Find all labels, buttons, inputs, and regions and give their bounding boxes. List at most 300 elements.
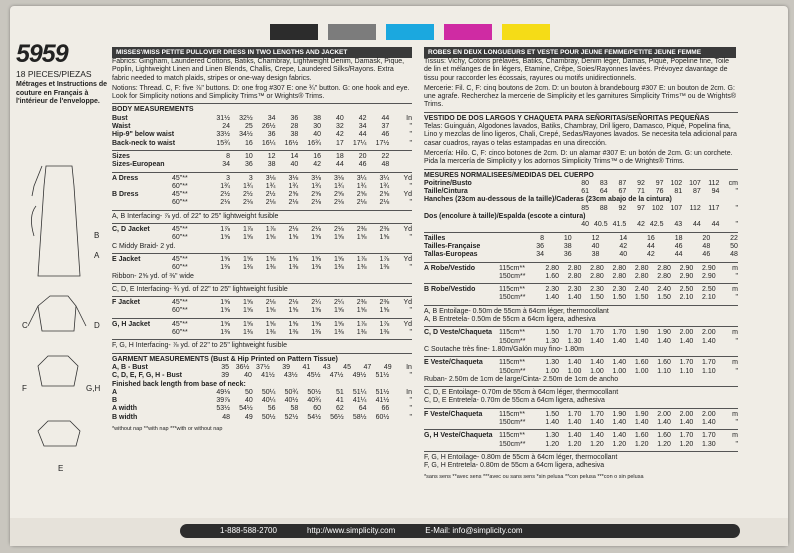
cell-value: ": [735, 440, 738, 448]
mesures-table: [424, 180, 738, 230]
table-row: [424, 419, 738, 427]
table-row: [112, 123, 412, 131]
table-row: [112, 115, 412, 123]
cell-value: 107: [689, 179, 701, 187]
cell-value: 1.40: [567, 432, 582, 440]
cell-value: 1.40: [702, 337, 716, 345]
cell-value: 41¼: [352, 397, 367, 405]
cell-value: 1⅝: [379, 234, 390, 242]
cell-value: 1.20: [657, 440, 671, 448]
cell-value: 2⅝: [356, 191, 367, 199]
cell-value: 1⅜: [334, 264, 344, 272]
cell-value: 51½: [375, 388, 390, 396]
cell-value: 1.40: [545, 294, 559, 302]
cell-value: 2⅝: [334, 191, 344, 199]
cell-value: 2.40: [657, 286, 671, 294]
cell-value: 38: [313, 114, 321, 122]
cell-value: 43: [322, 363, 331, 371]
cell-value: 20: [358, 152, 367, 160]
table-row: [112, 299, 412, 307]
cell-value: 2.30: [567, 286, 582, 294]
cell-value: 1.20: [634, 440, 649, 448]
cell-value: 2⅝: [311, 191, 321, 199]
cell-value: 2.40: [634, 286, 649, 294]
cell-value: 54½: [307, 413, 321, 421]
cell-value: 1⅝: [311, 320, 321, 328]
swatch-gray: [328, 24, 376, 40]
row-width: 150cm**: [499, 440, 526, 448]
cell-value: 40: [591, 242, 600, 250]
cell-value: 25: [244, 123, 253, 131]
cell-value: 85: [581, 204, 589, 212]
cell-value: 2¼: [311, 299, 321, 307]
cell-value: 12: [591, 234, 600, 242]
cell-value: 37: [381, 123, 390, 131]
cell-value: 10: [244, 152, 253, 160]
cell-value: 40.5: [594, 221, 608, 229]
cell-value: 60½: [375, 413, 390, 421]
cell-value: 1.00: [590, 367, 604, 375]
cell-value: 2⅛: [379, 199, 390, 207]
row-label: Hanches (23cm au-dessous de la taille)/Caderas (23cm abajo de la cintura): [424, 196, 672, 204]
cell-value: 1⅞: [265, 226, 276, 234]
row-values: [539, 441, 738, 449]
cell-value: 67: [618, 188, 627, 196]
cell-value: 28: [290, 123, 299, 131]
cell-value: 1.20: [590, 440, 604, 448]
table-row: [112, 153, 412, 161]
sizes-table: [112, 153, 412, 170]
row-values: [539, 368, 738, 376]
cell-value: 92: [637, 179, 645, 187]
cell-value: 61: [581, 188, 589, 196]
cell-value: 1.60: [634, 359, 649, 367]
cell-value: 34: [358, 123, 367, 131]
table-row: [424, 359, 738, 367]
cell-value: 2.30: [612, 286, 627, 294]
row-width: 115cm**: [499, 286, 525, 294]
dress-yardage-table: [112, 175, 412, 208]
cell-value: 2⅛: [311, 199, 321, 207]
cell-value: 2½: [243, 191, 253, 199]
fig-label-c: C: [22, 321, 28, 330]
row-values: [574, 188, 738, 196]
cell-value: 40: [335, 114, 344, 122]
row-width: 45"**: [172, 226, 188, 234]
cell-value: 1.40: [567, 418, 582, 426]
cell-value: 36: [267, 131, 276, 139]
cell-value: 2⅛: [265, 299, 276, 307]
row-values: [524, 243, 738, 251]
ruban-text: Ruban- 2.50m de 1cm de large/Cinta- 2.50m de 1cm de ancho: [424, 375, 619, 383]
cell-value: 44: [711, 221, 720, 229]
table-row: [424, 273, 738, 281]
cell-value: ": [409, 199, 412, 207]
cell-value: ": [409, 264, 412, 272]
e-jacket-table: [112, 256, 412, 273]
cell-value: 1⅜: [311, 329, 321, 337]
cell-value: 94: [711, 188, 720, 196]
b-robe-table: [424, 286, 738, 303]
cell-value: 1.70: [567, 329, 582, 337]
cell-value: 71: [637, 188, 645, 196]
row-label: G, H Jacket: [112, 320, 151, 328]
telas-text: Telas: Guinguán, Algodones lavados, Batiks, Chambray, Dril ligero, Damasco, Piqué, Popelina fina, Lino y mezclas de lino ligeros, Chali, Crepé, Sedas/Rayones lavados. Se necesita tela adicional para casar cuadros, rayas o telas estampadas en una dirección.: [424, 123, 737, 147]
body-measurements-title: BODY MEASUREMENTS: [112, 106, 194, 114]
row-label: E Veste/Chaqueta: [424, 359, 483, 367]
cd-jacket-table: [112, 226, 412, 243]
cell-value: 1⅝: [243, 307, 253, 315]
table-row: [424, 368, 738, 376]
cell-value: 1⅞: [356, 255, 367, 263]
cell-value: 40¾: [307, 397, 321, 405]
row-width: 45"**: [172, 191, 188, 199]
row-values: [212, 364, 412, 372]
cell-value: 47½: [329, 372, 344, 380]
cell-value: 1¾: [265, 182, 276, 190]
swatch-black: [270, 24, 318, 40]
cell-value: 14: [619, 234, 628, 242]
tailles-table: [424, 235, 738, 260]
cell-value: 43½: [284, 372, 298, 380]
row-label: Back-neck to waist: [112, 139, 176, 147]
cell-value: 43: [674, 221, 683, 229]
cell-value: 40: [290, 161, 299, 169]
row-label: F Veste/Chaqueta: [424, 410, 483, 418]
cell-value: 39: [282, 363, 290, 371]
cell-value: ": [735, 204, 738, 212]
fgh-entretela: F, G, H Entretela- 0.80m de 55cm a 64cm ligera, adhesiva: [424, 462, 605, 470]
table-row: [112, 329, 412, 337]
cell-value: 48: [222, 413, 230, 421]
row-label: G, H Veste/Chaqueta: [424, 432, 493, 440]
row-label: Sizes-European: [112, 161, 165, 169]
cell-value: 2.00: [702, 410, 716, 418]
footer-contact-bar: [180, 524, 740, 538]
cell-value: 41.5: [612, 221, 627, 229]
cell-value: 10: [563, 234, 572, 242]
cell-value: 46: [674, 242, 683, 250]
cell-value: 56½: [330, 413, 344, 421]
cell-value: cm: [728, 179, 738, 187]
row-values: [212, 307, 412, 315]
cell-value: 49⅛: [216, 388, 230, 396]
row-label: [424, 419, 499, 427]
cell-value: 16¾: [307, 139, 321, 147]
cell-value: m: [732, 286, 738, 294]
cell-value: 1⅝: [311, 234, 321, 242]
cell-value: 1.10: [679, 367, 694, 375]
cell-value: 1.40: [612, 418, 627, 426]
row-label: [112, 307, 172, 315]
cell-value: [394, 153, 412, 161]
pieces-count: 18 PIECES/PIEZAS: [16, 69, 92, 79]
row-values: [212, 226, 412, 234]
row-label: Poitrine/Busto: [424, 179, 472, 187]
row-label: A Dress: [112, 174, 139, 182]
row-values: [539, 286, 738, 294]
cell-value: 34: [267, 114, 276, 122]
row-values: [212, 183, 412, 191]
cell-value: ": [409, 234, 412, 242]
cell-value: 1⅜: [220, 329, 230, 337]
cell-value: 1.40: [679, 337, 694, 345]
cell-value: 1⅝: [334, 255, 344, 263]
cell-value: 2.80: [657, 264, 671, 272]
cell-value: 1⅝: [265, 307, 276, 315]
cell-value: 50: [730, 242, 738, 250]
table-row: [112, 175, 412, 183]
cell-value: 1.00: [567, 367, 582, 375]
row-label: [424, 441, 499, 449]
cell-value: 8: [226, 152, 230, 160]
cell-value: 1⅝: [243, 255, 253, 263]
table-row: [424, 205, 738, 213]
row-width: 150cm**: [499, 272, 526, 280]
table-row: [424, 235, 738, 243]
row-label: [112, 234, 172, 242]
row-values: [212, 140, 412, 148]
cell-value: 80: [581, 179, 589, 187]
cell-value: 32: [335, 123, 344, 131]
cell-value: 17: [335, 139, 344, 147]
footer-web[interactable]: http://www.simplicity.com: [306, 526, 396, 535]
cell-value: 1.50: [657, 294, 671, 302]
cell-value: 46: [381, 131, 390, 139]
table-row: [424, 286, 738, 294]
row-label: A Robe/Vestido: [424, 264, 476, 272]
cell-value: 2⅝: [288, 191, 299, 199]
cell-value: 1¾: [243, 182, 253, 190]
row-values: [574, 205, 738, 213]
table-row: [112, 234, 412, 242]
cell-value: 97: [655, 179, 664, 187]
cell-value: 40: [244, 397, 253, 405]
cell-value: ": [409, 123, 412, 131]
cell-value: 1⅜: [379, 264, 390, 272]
row-label: Dos (encolure à taille)/Espalda (escote a cintura): [424, 213, 586, 221]
cell-value: 1⅜: [265, 329, 276, 337]
cell-value: 2.00: [702, 329, 716, 337]
mesures-title: MESURES NORMALISEES/MEDIDAS DEL CUERPO: [424, 171, 594, 179]
table-row: [424, 213, 738, 221]
gh-veste-table: [424, 432, 738, 449]
cell-value: 1⅜: [334, 329, 344, 337]
cell-value: 1¾: [356, 182, 367, 190]
cell-value: 37½: [256, 363, 270, 371]
cell-value: 42: [335, 131, 344, 139]
cell-value: ": [409, 307, 412, 315]
f-veste-table: [424, 411, 738, 428]
row-label: F Jacket: [112, 299, 141, 307]
cell-value: 34½: [239, 131, 253, 139]
cell-value: 1.30: [545, 359, 559, 367]
cde-entoilage: C, D, E Entoilage- 0.70m de 55cm à 64cm léger, thermocollant: [424, 389, 619, 397]
row-values: [539, 265, 738, 273]
cell-value: 24: [222, 123, 230, 131]
cell-value: 1.90: [657, 329, 671, 337]
cell-value: 1.60: [657, 432, 671, 440]
row-values: [212, 234, 412, 242]
cell-value: 17½: [375, 139, 390, 147]
row-values: [212, 405, 412, 413]
table-row: [112, 397, 412, 405]
cell-value: 102: [651, 204, 664, 212]
row-values: [212, 389, 412, 397]
cell-value: 1.20: [545, 440, 559, 448]
cell-value: 45: [343, 363, 351, 371]
table-row: [112, 389, 412, 397]
cell-value: 88: [599, 204, 608, 212]
cell-value: 58: [290, 405, 299, 413]
cell-value: 1.70: [567, 410, 582, 418]
table-row: [424, 188, 738, 196]
cell-value: 1.60: [545, 272, 559, 280]
cell-value: 1.70: [679, 359, 694, 367]
cell-value: 1⅝: [288, 307, 299, 315]
row-width: 150cm**: [499, 418, 526, 426]
row-label: [424, 273, 499, 281]
row-width: 150cm**: [499, 294, 526, 302]
cell-value: 16: [647, 234, 655, 242]
cell-value: 26½: [261, 123, 276, 131]
cell-value: 2.00: [679, 329, 694, 337]
cell-value: 3⅛: [334, 174, 344, 182]
row-values: [212, 321, 412, 329]
row-label: [112, 183, 172, 191]
cell-value: 1.50: [590, 294, 604, 302]
cell-value: 1.50: [545, 329, 559, 337]
cell-value: 16½: [284, 139, 299, 147]
cell-value: Yd: [403, 255, 412, 263]
cell-value: 44: [692, 221, 701, 229]
cell-value: 32½: [239, 114, 253, 122]
row-values: [524, 251, 738, 259]
cell-value: 1.40: [545, 418, 559, 426]
row-width: 60"**: [172, 199, 188, 207]
row-values: [212, 199, 412, 207]
table-row: [112, 161, 412, 169]
cell-value: 2.30: [590, 286, 604, 294]
footer-phone: 1-888-588-2700: [220, 526, 277, 535]
cd-veste-table: [424, 329, 738, 346]
cell-value: 3⅛: [265, 174, 276, 182]
spanish-title: VESTIDO DE DOS LARGOS Y CHAQUETA PARA SEÑORITAS/SEÑORITAS PEQUEÑAS: [424, 114, 710, 122]
row-label: C, D Jacket: [112, 226, 150, 234]
cell-value: In: [406, 363, 412, 371]
cell-value: 2.90: [679, 272, 694, 280]
row-values: [574, 213, 738, 221]
cell-value: 2⅛: [334, 226, 344, 234]
row-values: [539, 338, 738, 346]
row-width: 60"**: [172, 182, 188, 190]
cell-value: 2.80: [612, 264, 627, 272]
garment-measurements-title: GARMENT MEASUREMENTS (Bust & Hip Printed on Pattern Tissue): [112, 355, 338, 363]
cell-value: 41: [302, 363, 311, 371]
cell-value: 1.50: [545, 410, 559, 418]
cell-value: 3: [226, 174, 230, 182]
cell-value: 2.90: [702, 272, 716, 280]
cell-value: 2.10: [679, 294, 694, 302]
cell-value: ": [735, 221, 738, 229]
english-column: [112, 58, 412, 433]
table-row: [424, 221, 738, 229]
row-values: [539, 411, 738, 419]
cell-value: 20: [702, 234, 711, 242]
row-label: E Jacket: [112, 255, 141, 263]
cell-value: 44: [335, 161, 344, 169]
cell-value: 50: [244, 388, 253, 396]
footnote-english: *without nap **with nap ***with or without nap: [112, 425, 223, 432]
cell-value: Yd: [403, 191, 412, 199]
cell-value: 1.70: [702, 432, 716, 440]
swatch-yellow: [502, 24, 550, 40]
interfacing-cde: C, D, E Interfacing- ¾ yd. of 22" to 25" lightweight fusible: [112, 285, 288, 293]
cell-value: 1.10: [702, 367, 716, 375]
cell-value: 39: [221, 372, 229, 380]
row-values: [212, 414, 412, 422]
cell-value: 42: [358, 114, 367, 122]
cell-value: 1.50: [612, 294, 627, 302]
cell-value: 1⅝: [220, 299, 230, 307]
cell-value: 1⅝: [265, 234, 276, 242]
row-width: 115cm**: [499, 264, 525, 272]
cell-value: 1⅞: [379, 255, 390, 263]
pattern-envelope: [10, 6, 788, 546]
cell-value: 2⅛: [356, 199, 367, 207]
cell-value: 48: [381, 161, 390, 169]
cell-value: 2.00: [679, 410, 694, 418]
cell-value: ": [735, 188, 738, 196]
row-label: Tailles-Française: [424, 242, 481, 250]
cell-value: ": [735, 294, 738, 302]
cell-value: 1⅝: [220, 320, 230, 328]
cell-value: 35: [221, 363, 229, 371]
cell-value: 2⅜: [379, 299, 390, 307]
cell-value: 2.10: [702, 294, 716, 302]
cell-value: 2⅝: [379, 191, 390, 199]
cell-value: 66: [381, 405, 390, 413]
row-width: 45"**: [172, 320, 188, 328]
cell-value: 1⅝: [265, 320, 276, 328]
table-row: [112, 191, 412, 199]
table-row: [112, 226, 412, 234]
row-label: A, B - Bust: [112, 363, 148, 371]
cell-value: 1.70: [590, 329, 604, 337]
cell-value: 38: [591, 251, 600, 259]
cell-value: 1⅜: [356, 264, 367, 272]
cell-value: 2⅛: [220, 199, 230, 207]
cell-value: 1.20: [679, 440, 694, 448]
finished-length-table: [112, 389, 412, 422]
row-values: [539, 273, 738, 281]
cell-value: ": [409, 329, 412, 337]
cell-value: 42.5: [649, 221, 664, 229]
row-values: [212, 131, 412, 139]
cell-value: ": [409, 139, 412, 147]
cell-value: 1.70: [612, 329, 627, 337]
row-width: 115cm**: [499, 329, 525, 337]
row-values: [212, 256, 412, 264]
cell-value: 51: [335, 388, 344, 396]
french-spanish-column: [424, 58, 738, 482]
cell-value: 1.20: [612, 440, 627, 448]
row-label: Hip-9" below waist: [112, 131, 175, 139]
row-values: [212, 161, 412, 169]
footer-email[interactable]: E-Mail: info@simplicity.com: [425, 526, 523, 535]
cell-value: 42: [647, 251, 655, 259]
a-robe-table: [424, 265, 738, 282]
